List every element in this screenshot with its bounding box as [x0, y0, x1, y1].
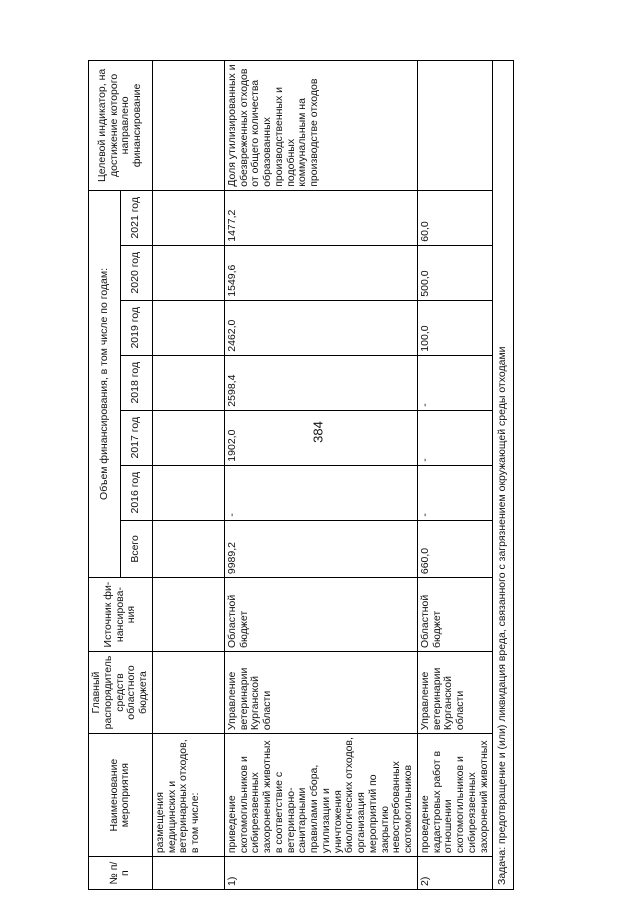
- cell-name: проведение кадастровых работ в отношении скотомогильников и сибиреязвенных захоронений животных: [417, 734, 493, 857]
- cell-empty: [152, 520, 224, 577]
- header-2017: 2017 год: [120, 410, 152, 465]
- cell-empty: [152, 465, 224, 520]
- cell-source: Областной бюджет: [224, 578, 417, 652]
- cell-2017: -: [417, 410, 493, 465]
- cell-name: приведение скотомогильников и сибиреязвенных захоронений животных в соответствие с ветеринарно-санитарными правилами сбора, утилизации и уничтожения биологических отходов, организация мероприятий по закрытию невостребованных скотомогильников: [224, 734, 417, 857]
- cell-empty: [152, 300, 224, 355]
- cell-2018: 2598,4: [224, 355, 417, 410]
- table-row: [224, 61, 417, 890]
- cell-2021: 60,0: [417, 190, 493, 245]
- task-text: Задача: предотвращение и (или) ликвидация вреда, связанного с загрязнением окружающей среды отходами: [493, 61, 514, 890]
- cell-2016: -: [417, 465, 493, 520]
- cell-empty: [152, 651, 224, 733]
- cell-total: 660,0: [417, 520, 493, 577]
- cell-2018: -: [417, 355, 493, 410]
- rotated-table-container: [88, 60, 560, 890]
- cell-indicator: Доля утилизированных и обезвреженных отходов от общего количества образованных производственных и подобных коммунальным на производстве отходов: [224, 61, 417, 191]
- header-2018: 2018 год: [120, 355, 152, 410]
- cell-2021: 1477,2: [224, 190, 417, 245]
- cell-name: размещения медицинских и ветеринарных отходов, в том числе:: [152, 734, 224, 857]
- financing-table: [88, 60, 514, 890]
- header-2021: 2021 год: [120, 190, 152, 245]
- cell-num: 2): [417, 857, 493, 890]
- header-2016: 2016 год: [120, 465, 152, 520]
- cell-main: Управление ветеринарии Курганской области: [224, 651, 417, 733]
- cell-empty: [152, 61, 224, 191]
- cell-2016: -: [224, 465, 417, 520]
- cell-2020: 500,0: [417, 245, 493, 300]
- header-2020: 2020 год: [120, 245, 152, 300]
- page-number: 384: [310, 421, 326, 443]
- header-name: Наименование мероприятия: [89, 734, 153, 857]
- cell-2020: 1549,6: [224, 245, 417, 300]
- header-source: Источник фи-нансирова-ния: [89, 578, 153, 652]
- cell-2019: 100,0: [417, 300, 493, 355]
- cell-empty: [152, 857, 224, 890]
- cell-empty: [152, 245, 224, 300]
- cell-2019: 2462,0: [224, 300, 417, 355]
- cell-num: 1): [224, 857, 417, 890]
- cell-empty: [152, 578, 224, 652]
- header-2019: 2019 год: [120, 300, 152, 355]
- header-main-manager: Главный распорядитель средств областного бюджета: [89, 651, 153, 733]
- cell-indicator: [417, 61, 493, 191]
- task-row: [493, 61, 514, 890]
- cell-2017: 1902,0: [224, 410, 417, 465]
- cell-empty: [152, 355, 224, 410]
- cell-source: Областной бюджет: [417, 578, 493, 652]
- cell-empty: [152, 190, 224, 245]
- cell-empty: [152, 410, 224, 465]
- cell-main: Управление ветеринарии Курганской области: [417, 651, 493, 733]
- header-volume-group: Объем финансирования, в том числе по годам:: [89, 190, 121, 577]
- cell-total: 9989,2: [224, 520, 417, 577]
- table-row: [417, 61, 493, 890]
- header-num: № п/п: [89, 857, 153, 890]
- header-indicator: Целевой индикатор, на достижение которого направлено финансирование: [89, 61, 153, 191]
- header-total: Всего: [120, 520, 152, 577]
- table-row-continuation: [152, 61, 224, 890]
